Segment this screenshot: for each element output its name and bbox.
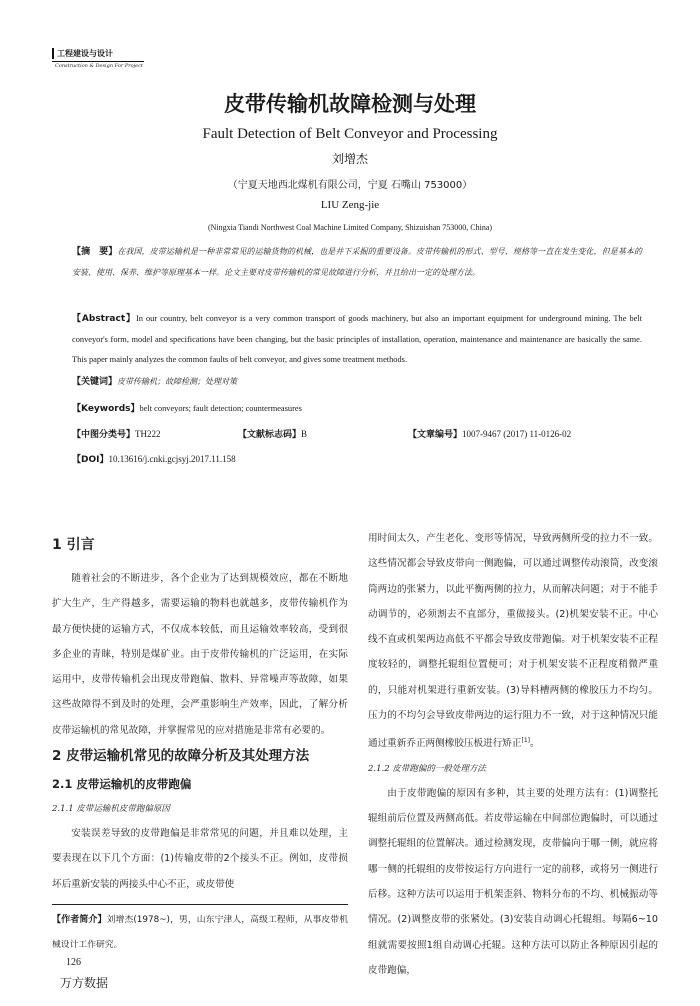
keywords-cn	[72, 374, 642, 387]
journal-header	[52, 48, 144, 70]
doi	[72, 452, 642, 465]
footnote-text: 刘增杰(1978~)，男，山东宁津人，高级工程师，从事皮带机械设计工作研究。	[52, 915, 348, 950]
abstract-cn	[72, 242, 642, 283]
abstract-cn-label: 【摘 要】	[72, 247, 118, 257]
abstract-cn-text: 在我国，皮带运输机是一种非常常见的运输货物的机械，也是井下采掘的重要设备。皮带传输机的形式、型号、规格等一直在发生变化，但是基本的安装、使用、保养、维护等原理基本一样。论文主要对皮带传输机的常见故障进行分析，并且给出一定的处理方法。	[72, 247, 642, 277]
keywords-cn-label: 【关键词】	[72, 377, 118, 387]
abstract-en	[72, 309, 642, 371]
doc-label: 【文献标志码】	[238, 430, 302, 440]
keywords-en	[72, 401, 642, 414]
section-2-1-1-heading: 2.1.1 皮带运输机皮带跑偏原因	[52, 804, 170, 815]
continued-text: 用时间太久，产生老化、变形等情况，导致两侧所受的拉力不一致。这些情况都会导致皮带向一侧跑偏，可以通过调整传动滚筒，改变滚筒两边的张紧力，以此平衡两侧的拉力，从而解决问题；对于不能手动调节的，必须割去不直部分，重做接头。(2)机架安装不正。中心线不直或机架两边高低不平都会导致皮带跑偏。对于机架安装不正程度较轻的，调整托辊组位置便可；对于机架安装不正程度稍微严重的，只能对机架进行重新安装。(3)导料槽两侧的橡胶压力不均匀。压力的不均匀会导致皮带两边的运行阻力不一致，对于这种情况只能通过重新乔正两侧橡胶压板进行矫正	[368, 533, 658, 750]
article-number	[408, 427, 571, 440]
author-footnote	[52, 908, 348, 958]
article-value: 1007-9467 (2017) 11-0126-02	[462, 429, 572, 439]
footnote-label: 【作者简介】	[52, 915, 107, 925]
right-column	[368, 526, 658, 983]
author-cn: 刘增杰	[331, 152, 368, 166]
document-code	[238, 427, 307, 440]
doi-label: 【DOI】	[72, 455, 109, 465]
title-en: Fault Detection of Belt Conveyor and Processing	[202, 126, 498, 142]
journal-name-cn: 工程建设与设计	[52, 48, 144, 59]
author-en: LIU Zeng-jie	[320, 199, 380, 211]
continued-paragraph	[368, 526, 658, 757]
section-2-1-2-heading: 2.1.2 皮带跑偏的一般处理方法	[368, 763, 486, 774]
affiliation-en: (Ningxia Tiandi Northwest Coal Machine Limited Company, Shizuishan 753000, China)	[207, 223, 493, 232]
section-2-1-1-paragraph: 安装误差导致的皮带跑偏是非常常见的问题，并且难以处理，主要表现在以下几个方面：(1)传输皮带的2个接头不正。例如，皮带损坏后重新安装的两接头中心不正，或皮带使	[52, 828, 348, 890]
journal-name-en: Construction & Design For Project	[55, 63, 143, 69]
section-2-1-heading: 2.1 皮带运输机的皮带跑偏	[52, 777, 192, 792]
clc-value: TH222	[135, 429, 161, 439]
continued-end: 。	[530, 738, 540, 750]
abstract-en-label: 【Abstract】	[72, 314, 136, 324]
section-2-heading: 2 皮带运输机常见的故障分析及其处理方法	[52, 748, 310, 765]
affiliation-cn: （宁夏天地西北煤机有限公司，宁夏 石嘴山 753000）	[227, 180, 473, 191]
doc-value: B	[301, 429, 308, 439]
abstract-en-text: In our country, belt conveyor is a very common transport of goods machinery, but also an important equipment for underground mining. The belt conveyor's form, model and specifications have been changing, but the basic principles of installation, operation, maintenance and maintenance are basically the same. This paper mainly analyzes the common faults of belt conveyor, and gives some treatment methods.	[72, 314, 642, 364]
footnote-rule	[52, 904, 348, 905]
doi-value: 10.13616/j.cnki.gcjsyj.2017.11.158	[108, 454, 236, 464]
clc-code	[72, 427, 161, 440]
keywords-en-label: 【Keywords】	[72, 404, 140, 414]
keywords-cn-text: 皮带传输机；故障检测；处理对策	[117, 377, 238, 386]
watermark: 万方数据	[60, 976, 109, 990]
keywords-en-text: belt conveyors; fault detection; countermeasures	[139, 404, 302, 413]
title-cn: 皮带传输机故障检测与处理	[224, 92, 476, 116]
left-column	[52, 530, 348, 897]
section-1-paragraph: 随着社会的不断进步，各个企业为了达到规模效应，都在不断地扩大生产，生产得越多，需要运输的物料也就越多，皮带传输机作为最方便快捷的运输方式，不仅成本较低，而且运输效率较高，受到很多企业的青睐，特别是煤矿业。由于皮带传输机的广泛运用，在实际运用中，皮带传输机会出现皮带跑偏、散料、异常噪声等故障，如果这些故障得不到及时的处理，会严重影响生产效率，因此，了解分析皮带运输机的常见故障，并掌握常见的应对措施是非常有必要的。	[52, 573, 348, 736]
page-number: 126	[66, 957, 81, 968]
section-2-1-2-paragraph: 由于皮带跑偏的原因有多种，其主要的处理方法有：(1)调整托辊组前后位置及两侧高低。若皮带运输在中间部位跑偏时，可以通过调整托辊组的位置解决。通过检测发现，皮带偏向于哪一侧，就应将哪一侧的托辊组的皮带按运行方向进行一定的前移，或将另一侧进行后移。这种方法可以运用于机架歪斜、物料分布的不均、机械振动等情况。(2)调整皮带的张紧处。(3)安装自动调心托辊组。每隔6~10组就需要按照1组自动调心托辊。这种方法可以防止各种原因引起的皮带跑偏，	[368, 787, 658, 976]
section-1-heading: 1 引言	[52, 537, 95, 553]
article-label: 【文章编号】	[408, 430, 463, 440]
citation-mark: [1]	[521, 737, 530, 745]
clc-label: 【中图分类号】	[72, 430, 136, 440]
